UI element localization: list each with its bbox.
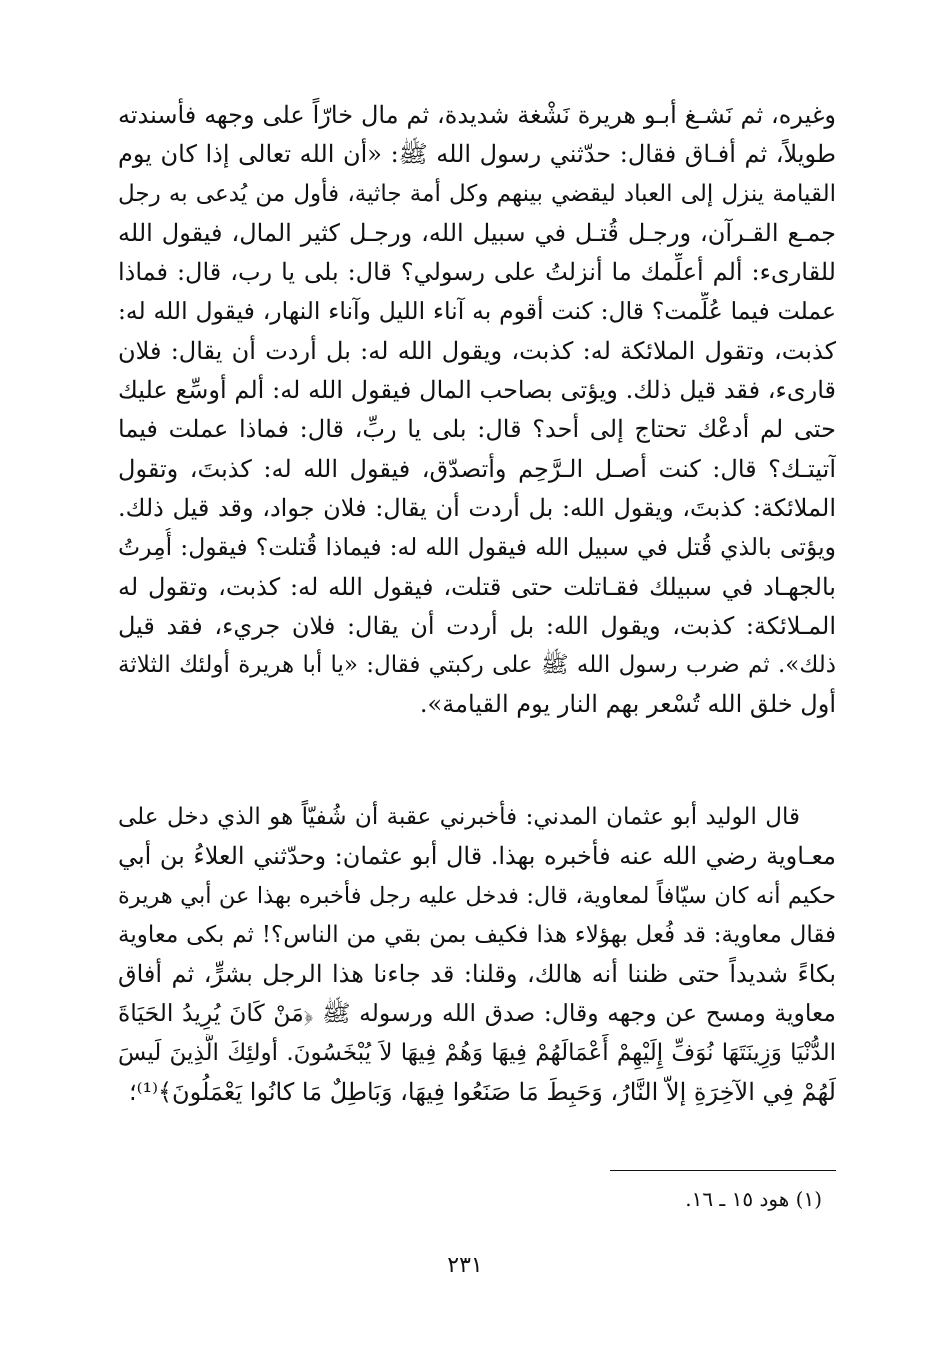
footnote: (١) هود ١٥ ـ ١٦. [685,1187,822,1211]
text-line: بكاءً شديداً حتى ظننا أنه هالك، وقلنا: قد جاءنا هذا الرجل بشرٍّ، ثم أفاق [118,960,836,989]
text-line: القيامة ينزل إلى العباد ليقضي بينهم وكل أمة جاثية، فأول من يُدعى به رجل [118,180,836,207]
page-number: ٢٣١ [447,1253,483,1278]
text-line: حكيم أنه كان سيّافاً لمعاوية، قال: فدخل عليه رجل فأخبره بهذا عن أبي هريرة [118,882,836,909]
text-line: كذبت، وتقول الملائكة له: كذبت، ويقول الله له: بل أردت أن يقال: فلان [118,336,836,365]
text-line: لَهُمْ فِي الآخِرَةِ إلاّ النَّارُ، وَحَبِطَ مَا صَنَعُوا فِيهَا، وَبَاطِلٌ مَا كانُوا يَعْمَلُونَ﴾⁽¹⁾؛ [128,1078,836,1107]
text-line: الدُّنْيَا وَزِينَتَهَا نُوَفِّ إِلَيْهِمْ أَعْمَالَهُمْ فِيهَا وَهُمْ فِيهَا لاَ يُبْخَسُونَ. أولئِكَ الَّذِينَ لَيسَ [118,1039,836,1066]
text-line: قارىء، فقد قيل ذلك. ويؤتى بصاحب المال فيقول الله له: ألم أوسِّع عليك [118,376,836,405]
text-line: آتيتـك؟ قال: كنت أصـل الـرَّحِم وأتصدّق، فيقول الله له: كذبتَ، وتقول [118,454,836,483]
text-line: الملائكة: كذبتَ، ويقول الله: بل أردت أن يقال: فلان جواد، وقد قيل ذلك. [118,493,836,522]
paragraph-1 [118,96,836,725]
text-line: معـاوية رضي الله عنه فأخبره بهذا. قال أبو عثمان: وحدّثني العلاءُ بن أبي [118,842,836,871]
text-line: المـلائكة: كذبت، ويقول الله: بل أردت أن يقال: فلان جريء، فقد قيل [118,611,836,640]
text-line: وغيره، ثم نَشـغ أبـو هريرة نَشْغة شديدة، ثم مال خارّاً على وجهه فأسندته [118,101,836,129]
text-line: جمـع القـرآن، ورجـل قُتـل في سبيل الله، ورجـل كثير المال، فيقول الله [118,218,836,247]
text-line: للقارىء: ألم أعلِّمك ما أنزلتُ على رسولي؟ قال: بلى يا رب، قال: فماذا [118,258,836,287]
paragraph-2 [118,798,836,1112]
text-line: فقال معاوية: قد فُعل بهؤلاء هذا فكيف بمن بقي من الناس؟! ثم بكى معاوية [118,921,836,948]
text-line: طويلاً، ثم أفـاق فقال: حدّثني رسول الله ﷺ: «أن الله تعالى إذا كان يوم [118,140,836,169]
text-line: بالجهـاد في سبيلك فقـاتلت حتى قتلت، فيقول الله له: كذبت، وتقول له [118,572,836,601]
text-line: حتى لم أدعْك تحتاج إلى أحد؟ قال: بلى يا ربِّ، قال: فماذا عملت فيما [118,415,836,444]
text-line: معاوية ومسح عن وجهه وقال: صدق الله ورسوله ﷺ ﴿مَنْ كَانَ يُرِيدُ الحَيَاةَ [118,999,836,1028]
text-line: أول خلق الله تُسْعر بهم النار يوم القيامة». [419,690,836,719]
text-line: ويؤتى بالذي قُتل في سبيل الله فيقول الله له: فيماذا قُتلت؟ فيقول: أُمِرتُ [118,533,836,562]
text-line: قال الوليد أبو عثمان المدني: فأخبرني عقبة أن شُفيّاً هو الذي دخل على [118,804,800,830]
footnote-divider [610,1170,836,1171]
text-line: عملت فيما عُلِّمت؟ قال: كنت أقوم به آناء الليل وآناء النهار، فيقول الله له: [118,297,836,326]
text-line: ذلك». ثم ضرب رسول الله ﷺ على ركبتي فقال: «يا أبا هريرة أولئك الثلاثة [118,652,836,679]
